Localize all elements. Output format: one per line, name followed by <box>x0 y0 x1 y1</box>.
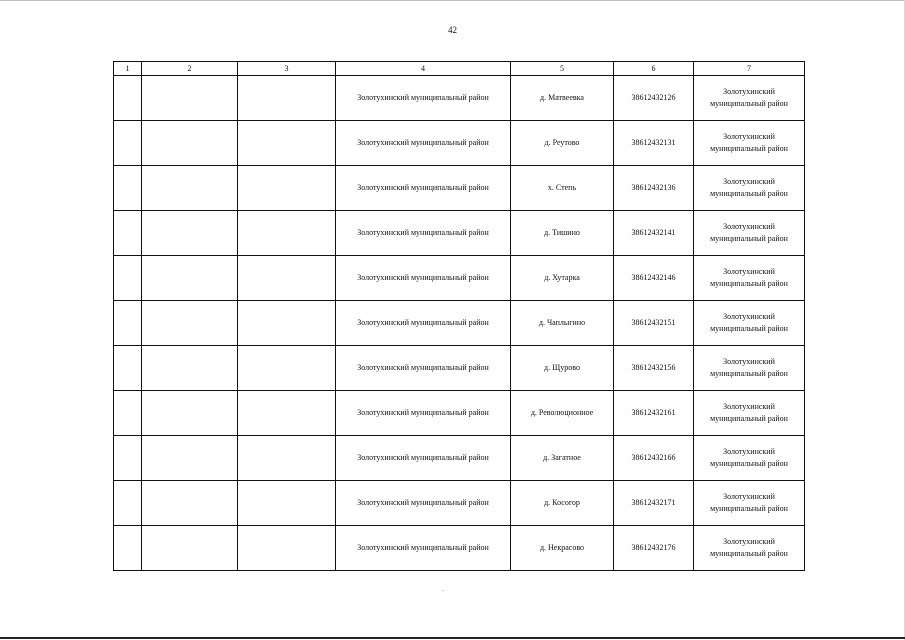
table-row <box>114 436 805 481</box>
oktmo-code-cell: 38612432161 <box>614 391 694 436</box>
municipal-district-cell: Золотухинский муниципальный район <box>336 76 511 121</box>
municipal-district-cell: Золотухинский муниципальный район <box>336 211 511 256</box>
row-number-cell <box>114 76 142 121</box>
table-row <box>114 346 805 391</box>
table-row <box>114 256 805 301</box>
scan-speck <box>442 590 444 591</box>
municipal-district-cell: Золотухинский муниципальный район <box>336 526 511 571</box>
territory-cell: Золотухинский муниципальный район <box>694 121 805 166</box>
settlement-cell: д. Щурово <box>511 346 614 391</box>
oktmo-code-cell: 38612432171 <box>614 481 694 526</box>
col-2-cell <box>142 481 238 526</box>
municipal-district-cell: Золотухинский муниципальный район <box>336 481 511 526</box>
header-row <box>114 62 805 76</box>
settlement-cell: д. Косогор <box>511 481 614 526</box>
header-col-1: 1 <box>114 62 142 76</box>
territory-cell: Золотухинский муниципальный район <box>694 256 805 301</box>
settlements-table <box>113 61 805 571</box>
row-number-cell <box>114 436 142 481</box>
table-row <box>114 166 805 211</box>
header-col-2: 2 <box>142 62 238 76</box>
page-number: 42 <box>448 25 457 35</box>
col-3-cell <box>238 526 336 571</box>
municipal-district-cell: Золотухинский муниципальный район <box>336 436 511 481</box>
oktmo-code-cell: 38612432166 <box>614 436 694 481</box>
territory-cell: Золотухинский муниципальный район <box>694 391 805 436</box>
header-col-3: 3 <box>238 62 336 76</box>
row-number-cell <box>114 166 142 211</box>
table-row <box>114 301 805 346</box>
settlement-cell: д. Матвеевка <box>511 76 614 121</box>
municipal-district-cell: Золотухинский муниципальный район <box>336 346 511 391</box>
header-col-7: 7 <box>694 62 805 76</box>
oktmo-code-cell: 38612432126 <box>614 76 694 121</box>
oktmo-code-cell: 38612432176 <box>614 526 694 571</box>
row-number-cell <box>114 481 142 526</box>
col-3-cell <box>238 211 336 256</box>
row-number-cell <box>114 121 142 166</box>
territory-cell: Золотухинский муниципальный район <box>694 526 805 571</box>
municipal-district-cell: Золотухинский муниципальный район <box>336 121 511 166</box>
row-number-cell <box>114 526 142 571</box>
col-2-cell <box>142 121 238 166</box>
table-row <box>114 481 805 526</box>
settlement-cell: д. Чаплыгино <box>511 301 614 346</box>
oktmo-code-cell: 38612432131 <box>614 121 694 166</box>
settlement-cell: д. Реутово <box>511 121 614 166</box>
territory-cell: Золотухинский муниципальный район <box>694 76 805 121</box>
col-3-cell <box>238 436 336 481</box>
settlement-cell: д. Тишино <box>511 211 614 256</box>
table-body <box>114 76 805 571</box>
table-row <box>114 391 805 436</box>
oktmo-code-cell: 38612432141 <box>614 211 694 256</box>
col-3-cell <box>238 391 336 436</box>
col-3-cell <box>238 166 336 211</box>
scan-edge-top <box>0 0 905 1</box>
col-3-cell <box>238 121 336 166</box>
oktmo-code-cell: 38612432136 <box>614 166 694 211</box>
col-2-cell <box>142 346 238 391</box>
territory-cell: Золотухинский муниципальный район <box>694 211 805 256</box>
header-col-5: 5 <box>511 62 614 76</box>
col-2-cell <box>142 166 238 211</box>
table-header <box>114 62 805 76</box>
row-number-cell <box>114 211 142 256</box>
oktmo-code-cell: 38612432156 <box>614 346 694 391</box>
settlement-cell: д. Загатное <box>511 436 614 481</box>
row-number-cell <box>114 256 142 301</box>
municipal-district-cell: Золотухинский муниципальный район <box>336 391 511 436</box>
col-3-cell <box>238 76 336 121</box>
col-2-cell <box>142 211 238 256</box>
header-col-4: 4 <box>336 62 511 76</box>
col-2-cell <box>142 76 238 121</box>
col-3-cell <box>238 256 336 301</box>
row-number-cell <box>114 346 142 391</box>
col-2-cell <box>142 436 238 481</box>
settlement-cell: х. Степь <box>511 166 614 211</box>
col-3-cell <box>238 481 336 526</box>
oktmo-code-cell: 38612432151 <box>614 301 694 346</box>
settlement-cell: д. Некрасово <box>511 526 614 571</box>
territory-cell: Золотухинский муниципальный район <box>694 166 805 211</box>
col-2-cell <box>142 526 238 571</box>
col-3-cell <box>238 301 336 346</box>
territory-cell: Золотухинский муниципальный район <box>694 346 805 391</box>
col-2-cell <box>142 391 238 436</box>
scan-edge-bottom <box>0 637 905 639</box>
table-row <box>114 211 805 256</box>
oktmo-code-cell: 38612432146 <box>614 256 694 301</box>
municipal-district-cell: Золотухинский муниципальный район <box>336 301 511 346</box>
territory-cell: Золотухинский муниципальный район <box>694 301 805 346</box>
header-col-6: 6 <box>614 62 694 76</box>
col-2-cell <box>142 256 238 301</box>
table-row <box>114 526 805 571</box>
settlement-cell: д. Революционное <box>511 391 614 436</box>
territory-cell: Золотухинский муниципальный район <box>694 436 805 481</box>
col-2-cell <box>142 301 238 346</box>
row-number-cell <box>114 391 142 436</box>
col-3-cell <box>238 346 336 391</box>
table-row <box>114 76 805 121</box>
row-number-cell <box>114 301 142 346</box>
table-row <box>114 121 805 166</box>
municipal-district-cell: Золотухинский муниципальный район <box>336 166 511 211</box>
settlement-cell: д. Хутарка <box>511 256 614 301</box>
territory-cell: Золотухинский муниципальный район <box>694 481 805 526</box>
municipal-district-cell: Золотухинский муниципальный район <box>336 256 511 301</box>
